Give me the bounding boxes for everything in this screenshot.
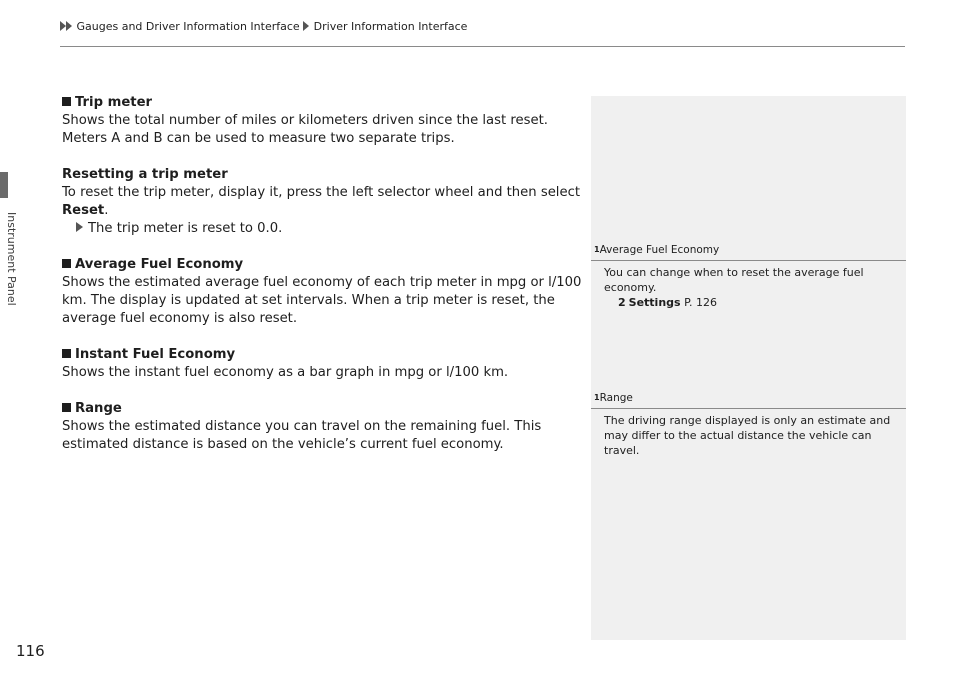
section-body: Shows the estimated average fuel economy of each trip meter in mpg or l/100 km. The display is updated at set intervals. When a trip meter is reset, the average fuel economy is also reset. [62, 275, 582, 326]
section-square-icon [62, 349, 71, 358]
side-tab-label-wrap [3, 212, 19, 306]
main-content [62, 94, 582, 454]
reference-mark-icon: 2 [618, 296, 626, 309]
notes-sidebar [591, 96, 906, 640]
section-title: Instant Fuel Economy [75, 347, 236, 362]
section-range [62, 400, 582, 454]
section-body: Shows the estimated distance you can travel on the remaining fuel. This estimated distance is based on the vehicle’s current fuel economy. [62, 419, 542, 452]
reset-keyword: Reset [62, 203, 105, 218]
note-range [591, 390, 906, 458]
section-body: Shows the instant fuel economy as a bar graph in mpg or l/100 km. [62, 365, 509, 380]
section-body: Shows the total number of miles or kilometers driven since the last reset. Meters A and B can be used to measure two separate trips. [62, 113, 548, 146]
section-average-fuel-economy [62, 256, 582, 328]
section-square-icon [62, 97, 71, 106]
result-arrow-icon [76, 222, 83, 232]
breadcrumb-arrow-icon [66, 21, 72, 31]
section-square-icon [62, 259, 71, 268]
note-title: 1Range [591, 390, 906, 409]
subsection-title: Resetting a trip meter [62, 167, 228, 182]
note-title: 1Average Fuel Economy [591, 242, 906, 261]
section-title: Trip meter [75, 95, 153, 110]
subsection-body: To reset the trip meter, display it, press the left selector wheel and then select Reset. [62, 185, 581, 218]
section-square-icon [62, 403, 71, 412]
section-title: Range [75, 401, 122, 416]
note-body: You can change when to reset the average fuel economy. [604, 266, 864, 294]
breadcrumb-item-gauges[interactable]: Gauges and Driver Information Interface [76, 20, 300, 33]
settings-page-link[interactable]: 2 Settings P. 126 [618, 296, 718, 309]
breadcrumb-item-driver-info[interactable]: Driver Information Interface [313, 20, 468, 33]
breadcrumb-arrow-icon [303, 21, 309, 31]
side-tab-marker [0, 172, 8, 198]
section-trip-meter [62, 94, 582, 238]
note-body: The driving range displayed is only an estimate and may differ to the actual distance the vehicle can travel. [604, 414, 891, 457]
note-average-fuel-economy [591, 242, 906, 310]
breadcrumb [60, 20, 467, 33]
header-divider [60, 46, 905, 47]
page-number: 116 [16, 642, 45, 660]
side-tab-label: Instrument Panel [5, 212, 18, 306]
section-instant-fuel-economy [62, 346, 582, 382]
section-title: Average Fuel Economy [75, 257, 244, 272]
result-line: The trip meter is reset to 0.0. [76, 220, 582, 238]
